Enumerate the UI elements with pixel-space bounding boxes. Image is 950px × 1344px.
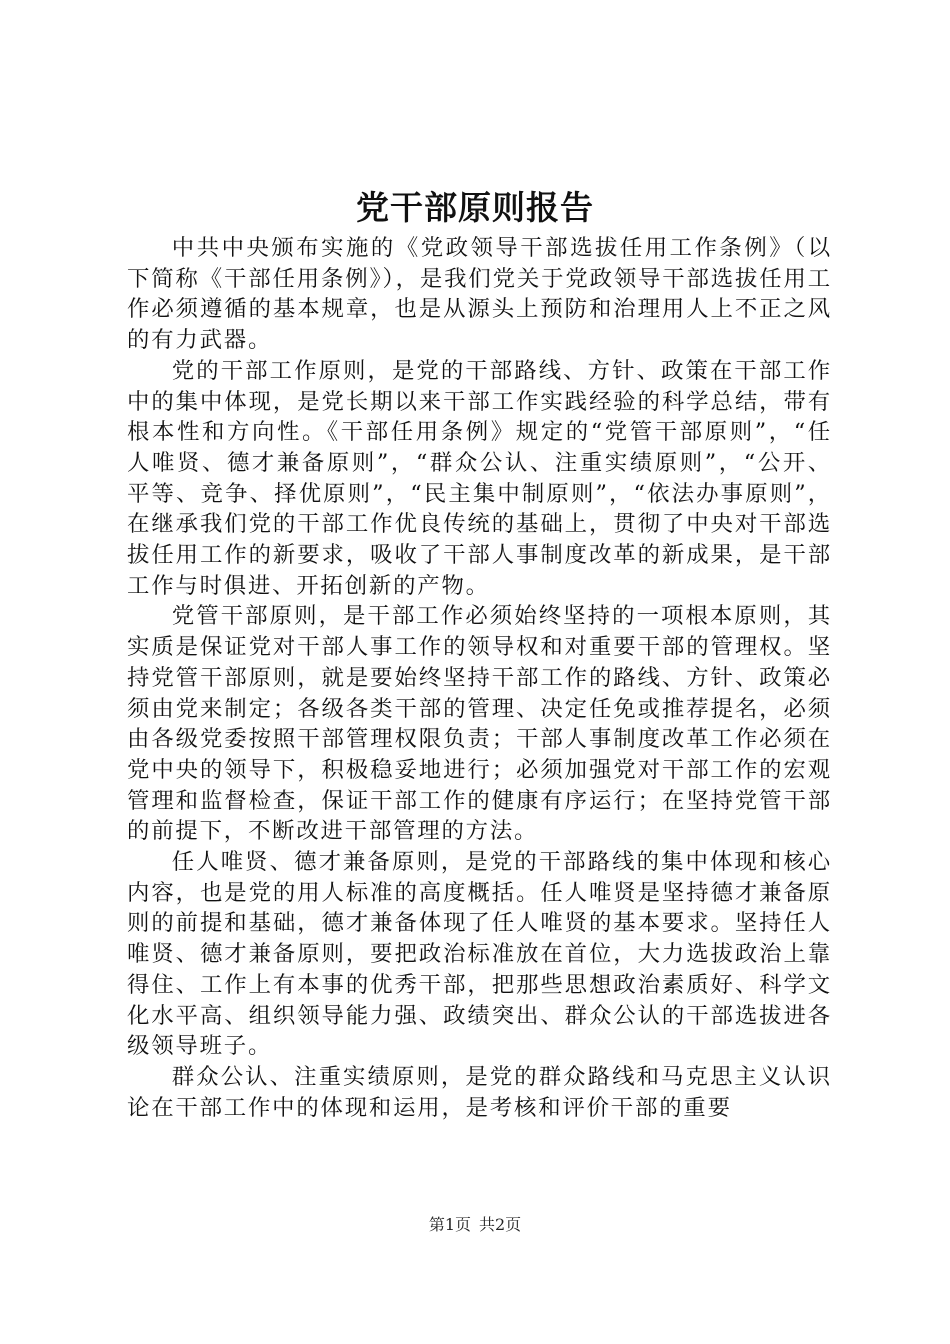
page-number-total: 共2页 [479,1215,522,1234]
paragraph-party-manages-cadres: 党管干部原则，是干部工作必须始终坚持的一项根本原则，其实质是保证党对干部人事工作的领导权和对重要干部的管理权。坚持党管干部原则，就是要始终坚持干部工作的路线、方针、政策必须由党来制定；各级各类干部的管理、决定任免或推荐提名，必须由各级党委按照干部管理权限负责；干部人事制度改革工作必须在党中央的领导下，积极稳妥地进行；必须加强党对干部工作的宏观管理和监督检查，保证干部工作的健康有序运行；在坚持党管干部的前提下，不断改进干部管理的方法。 [127,603,832,845]
page-footer [0,1213,950,1237]
paragraph-merit-virtue-ability: 任人唯贤、德才兼备原则，是党的干部路线的集中体现和核心内容，也是党的用人标准的高度概括。任人唯贤是坚持德才兼备原则的前提和基础，德才兼备体现了任人唯贤的基本要求。坚持任人唯贤、德才兼备原则，要把政治标准放在首位，大力选拔政治上靠得住、工作上有本事的优秀干部，把那些思想政治素质好、科学文化水平高、组织领导能力强、政绩突出、群众公认的干部选拔进各级领导班子。 [127,849,832,1060]
document-body [127,233,832,1123]
document-title: 党干部原则报告 [356,188,594,227]
page-number-current: 第1页 [428,1215,471,1234]
paragraph-mass-recognition: 群众公认、注重实绩原则，是党的群众路线和马克思主义认识论在干部工作中的体现和运用，是考核和评价干部的重要 [127,1063,832,1121]
paragraph-intro: 中共中央颁布实施的《党政领导干部选拔任用工作条例》（以下简称《干部任用条例》），是我们党关于党政领导干部选拔任用工作必须遵循的基本规章，也是从源头上预防和治理用人上不正之风的有力武器。 [127,235,832,354]
paragraph-principles-overview: 党的干部工作原则，是党的干部路线、方针、政策在干部工作中的集中体现，是党长期以来干部工作实践经验的科学总结，带有根本性和方向性。《干部任用条例》规定的“党管干部原则”，“任人唯贤、德才兼备原则”，“群众公认、注重实绩原则”，“公开、平等、竞争、择优原则”，“民主集中制原则”，“依法办事原则”，在继承我们党的干部工作优良传统的基础上，贯彻了中央对干部选拔任用工作的新要求，吸收了干部人事制度改革的新成果，是干部工作与时俱进、开拓创新的产物。 [127,357,832,599]
